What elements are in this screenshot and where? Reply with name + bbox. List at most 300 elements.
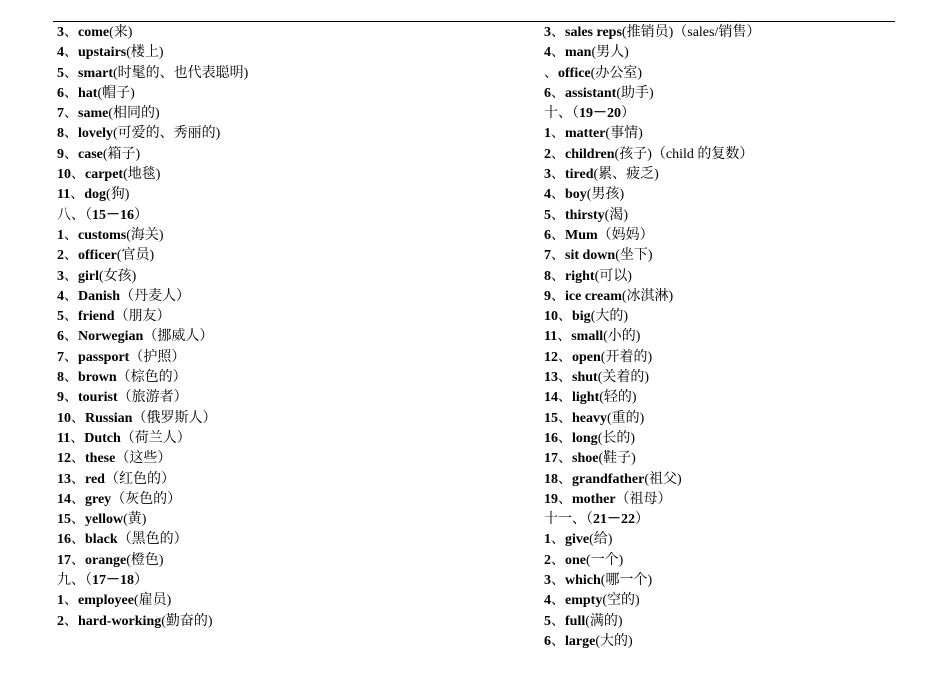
- english-word: ice cream: [565, 288, 622, 304]
- entry-number: 14: [57, 491, 71, 507]
- english-word: hard-working: [78, 613, 162, 629]
- english-word: assistant: [565, 85, 617, 101]
- chinese-meaning: (可以): [594, 268, 632, 284]
- entry-separator: 、: [551, 573, 565, 589]
- english-word: Danish: [78, 288, 121, 304]
- entry-number: 2: [57, 248, 64, 264]
- chinese-meaning: (轻的): [599, 390, 637, 406]
- chinese-meaning: (办公室): [590, 65, 642, 81]
- entry-number: 13: [544, 370, 558, 386]
- entry-number: 13: [57, 471, 71, 487]
- left-column: [57, 23, 248, 632]
- entry-separator: 、: [71, 552, 85, 568]
- section-header-suffix: ）: [134, 207, 148, 223]
- section-header-suffix: ）: [621, 106, 635, 122]
- entry-number: 10: [57, 410, 71, 426]
- entry-number: 9: [57, 390, 64, 406]
- vocab-entry: [544, 551, 760, 571]
- chinese-meaning: （红色的）: [104, 471, 175, 487]
- entry-number: 9: [544, 288, 551, 304]
- english-word: small: [571, 329, 604, 345]
- vocab-entry: [57, 64, 248, 84]
- chinese-meaning: (箱子): [102, 146, 141, 162]
- chinese-meaning: (勤奋的): [161, 613, 213, 629]
- entry-separator: 、: [551, 552, 565, 568]
- entry-number: 18: [544, 471, 558, 487]
- entry-number: 6: [544, 227, 551, 243]
- english-word: yellow: [85, 512, 124, 528]
- english-word: Dutch: [84, 430, 121, 446]
- entry-number: 8: [544, 268, 551, 284]
- entry-separator: 、: [64, 45, 78, 61]
- entry-number: 10: [57, 167, 71, 183]
- entry-separator: 、: [558, 430, 572, 446]
- english-word: dog: [84, 187, 107, 203]
- vocab-entry: [57, 165, 248, 185]
- chinese-meaning: （旅游者）: [117, 390, 188, 406]
- entry-number: 6: [544, 85, 551, 101]
- english-word: smart: [78, 65, 113, 81]
- entry-separator: 、: [558, 471, 572, 487]
- english-word: open: [572, 349, 601, 365]
- vocab-entry: [57, 185, 248, 205]
- chinese-meaning: (楼上): [126, 45, 164, 61]
- entry-number: 9: [57, 146, 64, 162]
- entry-number: 11: [544, 329, 558, 345]
- section-header-range: 19－20: [579, 106, 621, 122]
- vocab-entry: [544, 124, 760, 144]
- english-word: officer: [78, 248, 117, 264]
- vocab-entry: [57, 43, 248, 63]
- chinese-meaning: (地毯): [123, 167, 161, 183]
- entry-number: 4: [544, 187, 551, 203]
- vocab-entry: [57, 287, 248, 307]
- vocab-entry: [544, 470, 760, 490]
- entry-separator: 、: [64, 329, 78, 345]
- entry-number: 4: [57, 45, 64, 61]
- chinese-meaning: (哪一个): [600, 573, 653, 589]
- entry-number: 17: [57, 552, 71, 568]
- entry-number: 17: [544, 451, 558, 467]
- right-column: [544, 23, 760, 652]
- entry-number: 6: [57, 329, 64, 345]
- section-header: [57, 206, 248, 226]
- vocab-entry: [544, 571, 760, 591]
- entry-number: 7: [57, 106, 64, 122]
- vocab-entry: [57, 470, 248, 490]
- vocab-entry: [57, 388, 248, 408]
- entry-number: 8: [57, 126, 64, 142]
- entry-number: 4: [544, 593, 551, 609]
- chinese-meaning: (可爱的、秀丽的): [113, 126, 221, 142]
- english-word: long: [572, 430, 598, 446]
- english-word: grandfather: [572, 471, 645, 487]
- entry-separator: 、: [551, 613, 565, 629]
- entry-separator: 、: [557, 329, 572, 345]
- chinese-meaning: （灰色的）: [111, 491, 182, 507]
- section-header-prefix: 九、（: [57, 573, 92, 589]
- chinese-meaning: (渴): [604, 207, 628, 223]
- english-word: man: [565, 45, 592, 61]
- english-word: heavy: [572, 410, 607, 426]
- chinese-meaning: (坐下): [615, 248, 653, 264]
- vocab-entry: [57, 23, 248, 43]
- chinese-meaning: (男人): [591, 45, 629, 61]
- chinese-meaning: （丹麦人）: [120, 288, 191, 304]
- chinese-meaning: (重的): [607, 410, 645, 426]
- entry-number: 4: [57, 288, 64, 304]
- vocab-entry: [57, 429, 248, 449]
- section-header-range: 21－22: [593, 512, 635, 528]
- chinese-meaning: （妈妈）: [597, 227, 654, 243]
- chinese-meaning: (女孩): [99, 268, 137, 284]
- section-header: [57, 571, 248, 591]
- section-header-suffix: ）: [635, 512, 649, 528]
- english-word: upstairs: [78, 45, 127, 61]
- chinese-meaning: (满的): [585, 613, 623, 629]
- entry-separator: 、: [71, 471, 85, 487]
- section-header-prefix: 八、（: [57, 207, 92, 223]
- section-header-suffix: ）: [134, 573, 148, 589]
- chinese-meaning: (开着的): [600, 349, 653, 365]
- entry-separator: 、: [558, 410, 572, 426]
- english-word: passport: [78, 349, 130, 365]
- chinese-meaning: （俄罗斯人）: [132, 410, 217, 426]
- entry-number: 19: [544, 491, 558, 507]
- entry-separator: 、: [64, 309, 78, 325]
- chinese-meaning: (长的): [597, 430, 636, 446]
- entry-separator: 、: [70, 187, 85, 203]
- english-word: girl: [78, 268, 99, 284]
- entry-separator: 、: [551, 268, 565, 284]
- chinese-meaning: （棕色的）: [116, 370, 187, 386]
- entry-separator: 、: [558, 390, 572, 406]
- english-word: lovely: [78, 126, 113, 142]
- chinese-meaning: (官员): [116, 248, 155, 264]
- vocab-entry: [544, 409, 760, 429]
- entry-separator: 、: [551, 45, 565, 61]
- entry-separator: 、: [64, 349, 78, 365]
- chinese-meaning: (大的): [590, 309, 629, 325]
- chinese-meaning: (狗): [106, 187, 130, 203]
- entry-number: 14: [544, 390, 558, 406]
- entry-separator: 、: [551, 633, 565, 649]
- chinese-meaning: (小的): [603, 329, 641, 345]
- entry-separator: 、: [64, 126, 78, 142]
- entry-separator: 、: [64, 370, 78, 386]
- entry-separator: 、: [71, 451, 85, 467]
- english-word: empty: [565, 593, 603, 609]
- chinese-meaning: (黄): [123, 512, 147, 528]
- vocab-entry: [544, 449, 760, 469]
- vocab-entry: [544, 368, 760, 388]
- entry-number: 2: [544, 146, 551, 162]
- entry-separator: 、: [71, 410, 85, 426]
- vocab-entry: [544, 206, 760, 226]
- english-word: right: [565, 268, 595, 284]
- chinese-meaning: (雇员): [133, 593, 172, 609]
- section-header-prefix: 十一、（: [544, 512, 593, 528]
- chinese-meaning: (关着的): [597, 370, 650, 386]
- chinese-meaning: (冰淇淋): [621, 288, 674, 304]
- english-word: shoe: [572, 451, 599, 467]
- entry-separator: 、: [64, 25, 78, 40]
- entry-separator: 、: [64, 65, 78, 81]
- english-word: same: [78, 106, 109, 122]
- vocab-entry: [57, 591, 248, 611]
- entry-separator: 、: [558, 370, 572, 386]
- entry-number: 6: [544, 633, 551, 649]
- vocab-entry: [544, 145, 760, 165]
- vocab-entry: [57, 612, 248, 632]
- entry-separator: 、: [71, 491, 85, 507]
- entry-number: 1: [544, 532, 551, 548]
- entry-separator: 、: [64, 288, 78, 304]
- chinese-meaning: (鞋子): [598, 451, 636, 467]
- entry-separator: 、: [544, 65, 558, 81]
- entry-separator: 、: [64, 146, 78, 162]
- english-word: black: [85, 532, 118, 548]
- chinese-meaning: (祖父): [644, 471, 682, 487]
- vocab-entry: [544, 591, 760, 611]
- entry-separator: 、: [71, 512, 85, 528]
- section-header-prefix: 十、（: [544, 106, 579, 122]
- english-word: full: [565, 613, 586, 629]
- vocab-entry: [544, 388, 760, 408]
- chinese-meaning: (来): [109, 25, 133, 40]
- english-word: employee: [78, 593, 134, 609]
- entry-separator: 、: [551, 227, 565, 243]
- english-word: light: [572, 390, 600, 406]
- english-word: carpet: [85, 167, 124, 183]
- entry-number: 11: [57, 430, 71, 446]
- entry-separator: 、: [70, 430, 85, 446]
- chinese-meaning: （护照）: [129, 349, 186, 365]
- vocab-entry: [57, 307, 248, 327]
- chinese-meaning: (给): [589, 532, 613, 548]
- entry-separator: 、: [551, 207, 565, 223]
- english-word: orange: [85, 552, 127, 568]
- entry-separator: 、: [64, 390, 78, 406]
- entry-separator: 、: [558, 491, 572, 507]
- chinese-meaning: (相同的): [108, 106, 160, 122]
- vocab-entry: [57, 246, 248, 266]
- english-word: thirsty: [565, 207, 605, 223]
- english-word: matter: [565, 126, 606, 142]
- vocab-entry: [544, 287, 760, 307]
- chinese-meaning: (一个): [586, 552, 624, 568]
- english-word: tourist: [78, 390, 118, 406]
- english-word: give: [565, 532, 590, 548]
- entry-number: 3: [544, 573, 551, 589]
- english-word: office: [558, 65, 591, 81]
- vocab-entry: [544, 429, 760, 449]
- vocab-entry: [57, 530, 248, 550]
- english-word: shut: [572, 370, 598, 386]
- entry-separator: 、: [551, 593, 565, 609]
- chinese-meaning: (空的): [602, 593, 640, 609]
- chinese-meaning: (孩子)（child 的复数）: [614, 146, 754, 162]
- entry-number: 3: [544, 25, 551, 40]
- chinese-meaning: （挪威人）: [143, 329, 214, 345]
- vocab-entry: [57, 267, 248, 287]
- vocab-entry: [57, 510, 248, 530]
- vocab-entry: [57, 226, 248, 246]
- vocab-entry: [57, 490, 248, 510]
- chinese-meaning: (帽子): [97, 85, 135, 101]
- entry-number: 5: [544, 613, 551, 629]
- entry-number: 5: [57, 65, 64, 81]
- entry-separator: 、: [71, 167, 85, 183]
- entry-number: 16: [544, 430, 558, 446]
- chinese-meaning: (事情): [605, 126, 643, 142]
- english-word: which: [565, 573, 601, 589]
- entry-number: 15: [544, 410, 558, 426]
- chinese-meaning: （朋友）: [114, 309, 171, 325]
- entry-number: 15: [57, 512, 71, 528]
- chinese-meaning: (海关): [126, 227, 164, 243]
- vocab-entry: [57, 551, 248, 571]
- entry-separator: 、: [551, 532, 565, 548]
- entry-separator: 、: [64, 613, 78, 629]
- section-header-range: 15－16: [92, 207, 134, 223]
- vocab-entry: [57, 449, 248, 469]
- vocab-entry: [544, 307, 760, 327]
- english-word: Russian: [85, 410, 133, 426]
- vocab-entry: [57, 348, 248, 368]
- english-word: boy: [565, 187, 587, 203]
- entry-number: 1: [57, 593, 64, 609]
- english-word: sales reps: [565, 25, 622, 40]
- english-word: red: [85, 471, 105, 487]
- vocab-entry: [544, 246, 760, 266]
- english-word: children: [565, 146, 615, 162]
- vocab-entry: [57, 104, 248, 124]
- entry-number: 7: [544, 248, 551, 264]
- chinese-meaning: (助手): [616, 85, 654, 101]
- english-word: large: [565, 633, 596, 649]
- chinese-meaning: (男孩): [586, 187, 625, 203]
- vocab-entry: [544, 267, 760, 287]
- english-word: these: [85, 451, 116, 467]
- entry-number: 4: [544, 45, 551, 61]
- vocab-entry: [544, 348, 760, 368]
- vocab-entry: [544, 632, 760, 652]
- english-word: big: [572, 309, 591, 325]
- english-word: friend: [78, 309, 115, 325]
- vocab-entry: [57, 145, 248, 165]
- english-word: mother: [572, 491, 616, 507]
- english-word: case: [78, 146, 103, 162]
- entry-number: 1: [544, 126, 551, 142]
- section-header: [544, 510, 760, 530]
- chinese-meaning: (时髦的、也代表聪明): [113, 65, 249, 81]
- chinese-meaning: （荷兰人）: [120, 430, 191, 446]
- entry-number: 5: [57, 309, 64, 325]
- vocab-entry: [57, 368, 248, 388]
- english-word: Norwegian: [78, 329, 144, 345]
- vocab-entry: [57, 409, 248, 429]
- top-rule: [53, 21, 895, 22]
- entry-separator: 、: [551, 126, 565, 142]
- entry-number: 7: [57, 349, 64, 365]
- entry-number: 8: [57, 370, 64, 386]
- entry-number: 5: [544, 207, 551, 223]
- entry-separator: 、: [551, 85, 565, 101]
- entry-separator: 、: [558, 451, 572, 467]
- english-word: customs: [78, 227, 127, 243]
- entry-separator: 、: [551, 288, 565, 304]
- entry-number: 3: [57, 268, 64, 284]
- section-header-range: 17－18: [92, 573, 134, 589]
- chinese-meaning: (大的): [595, 633, 633, 649]
- entry-separator: 、: [551, 25, 565, 40]
- entry-separator: 、: [551, 187, 565, 203]
- entry-number: 6: [57, 85, 64, 101]
- vocab-entry: [544, 23, 760, 43]
- vocab-entry: [544, 530, 760, 550]
- english-word: come: [78, 25, 110, 40]
- entry-separator: 、: [558, 309, 572, 325]
- entry-number: 11: [57, 187, 71, 203]
- entry-separator: 、: [64, 248, 78, 264]
- vocab-entry: [57, 84, 248, 104]
- entry-separator: 、: [71, 532, 85, 548]
- vocab-entry: [544, 64, 760, 84]
- entry-separator: 、: [64, 227, 78, 243]
- entry-separator: 、: [551, 248, 565, 264]
- entry-separator: 、: [64, 593, 78, 609]
- english-word: Mum: [565, 227, 598, 243]
- chinese-meaning: (推销员)（sales/销售）: [621, 25, 761, 40]
- english-word: brown: [78, 370, 117, 386]
- entry-separator: 、: [551, 167, 565, 183]
- chinese-meaning: (橙色): [126, 552, 164, 568]
- entry-number: 1: [57, 227, 64, 243]
- entry-separator: 、: [64, 106, 78, 122]
- vocab-entry: [57, 327, 248, 347]
- chinese-meaning: (累、疲乏): [593, 167, 659, 183]
- vocab-entry: [544, 165, 760, 185]
- english-word: sit down: [565, 248, 616, 264]
- english-word: grey: [85, 491, 112, 507]
- entry-number: 12: [544, 349, 558, 365]
- entry-number: 3: [57, 25, 64, 40]
- vocab-entry: [544, 84, 760, 104]
- vocab-entry: [544, 43, 760, 63]
- vocab-entry: [544, 612, 760, 632]
- entry-number: 12: [57, 451, 71, 467]
- entry-number: 3: [544, 167, 551, 183]
- entry-separator: 、: [551, 146, 565, 162]
- english-word: tired: [565, 167, 594, 183]
- english-word: one: [565, 552, 586, 568]
- vocab-entry: [544, 490, 760, 510]
- vocab-entry: [57, 124, 248, 144]
- vocab-entry: [544, 327, 760, 347]
- chinese-meaning: （黑色的）: [117, 532, 188, 548]
- section-header: [544, 104, 760, 124]
- chinese-meaning: （这些）: [115, 451, 172, 467]
- chinese-meaning: （祖母）: [615, 491, 672, 507]
- entry-number: 2: [544, 552, 551, 568]
- vocab-entry: [544, 226, 760, 246]
- entry-number: 2: [57, 613, 64, 629]
- entry-number: 16: [57, 532, 71, 548]
- entry-separator: 、: [558, 349, 572, 365]
- entry-separator: 、: [64, 268, 78, 284]
- entry-number: 10: [544, 309, 558, 325]
